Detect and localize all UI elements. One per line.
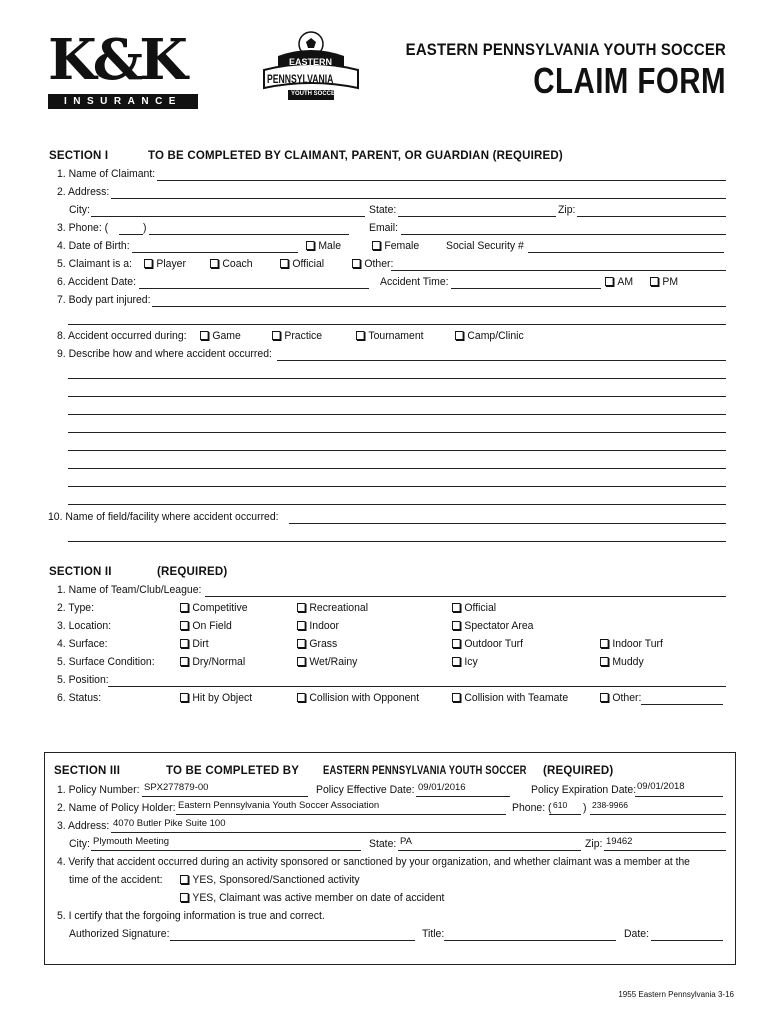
checkbox-icon — [180, 693, 189, 702]
location-option-field[interactable]: On Field — [180, 620, 232, 632]
other-option[interactable]: Other: — [352, 258, 393, 270]
checkbox-icon — [297, 693, 306, 702]
player-option[interactable]: Player — [144, 258, 186, 270]
s3-date-field[interactable] — [651, 940, 723, 941]
checkbox-icon — [605, 277, 614, 286]
zip-label: Zip: — [558, 204, 576, 216]
checkbox-icon — [210, 259, 219, 268]
surface-label: 4. Surface: — [57, 638, 108, 650]
checkbox-icon — [452, 657, 461, 666]
checkbox-icon — [452, 621, 461, 630]
section2-label: SECTION II — [49, 566, 112, 578]
section1-heading: TO BE COMPLETED BY CLAIMANT, PARENT, OR GUARDIAN (REQUIRED) — [148, 150, 563, 162]
checkbox-icon — [297, 621, 306, 630]
checkbox-icon — [352, 259, 361, 268]
describe-field-1[interactable] — [277, 360, 726, 361]
expiration-label: Policy Expiration Date: — [531, 784, 637, 796]
status-option-other[interactable]: Other: — [600, 692, 641, 704]
effective-field[interactable] — [416, 796, 510, 797]
claimant-name-field[interactable] — [157, 180, 726, 181]
holder-label: 2. Name of Policy Holder: — [57, 802, 176, 814]
policy-number-label: 1. Policy Number: — [57, 784, 140, 796]
describe-field-7[interactable] — [68, 468, 726, 469]
practice-option[interactable]: Practice — [272, 330, 322, 342]
kk-logo-subtext: INSURANCE — [48, 94, 198, 109]
surface-option-indoor-turf[interactable]: Indoor Turf — [600, 638, 663, 650]
describe-field-4[interactable] — [68, 414, 726, 415]
status-option-teammate[interactable]: Collision with Teamate — [452, 692, 568, 704]
condition-option-icy[interactable]: Icy — [452, 656, 478, 668]
checkbox-icon — [297, 603, 306, 612]
type-label: 2. Type: — [57, 602, 94, 614]
official-option[interactable]: Official — [280, 258, 324, 270]
checkbox-icon — [200, 331, 209, 340]
status-label: 6. Status: — [57, 692, 102, 704]
body-part-field[interactable] — [152, 306, 726, 307]
effective-label: Policy Effective Date: — [316, 784, 415, 796]
surface-option-outdoor-turf[interactable]: Outdoor Turf — [452, 638, 523, 650]
body-part-label: 7. Body part injured: — [57, 294, 151, 306]
camp-option[interactable]: Camp/Clinic — [455, 330, 524, 342]
address-label: 2. Address: — [57, 186, 110, 198]
certify-text: 5. I certify that the forgoing information is true and correct. — [57, 910, 325, 922]
checkbox-icon — [650, 277, 659, 286]
checkbox-icon — [297, 639, 306, 648]
game-option[interactable]: Game — [200, 330, 241, 342]
policy-number-value: SPX277879-00 — [144, 782, 209, 793]
checkbox-icon — [600, 657, 609, 666]
s3-phone-field[interactable] — [590, 814, 726, 815]
location-option-spectator[interactable]: Spectator Area — [452, 620, 533, 632]
yes-member-option[interactable]: YES, Claimant was active member on date of accident — [180, 892, 444, 904]
checkbox-icon — [452, 639, 461, 648]
s3-title-label: Title: — [422, 928, 445, 940]
body-part-field-2[interactable] — [68, 324, 726, 325]
occurred-label: 8. Accident occurred during: — [57, 330, 187, 342]
section3-heading-b: EASTERN PENNSYLVANIA YOUTH SOCCER — [323, 765, 527, 777]
checkbox-icon — [600, 639, 609, 648]
field-field-2[interactable] — [68, 541, 726, 542]
email-label: Email: — [369, 222, 399, 234]
coach-option[interactable]: Coach — [210, 258, 253, 270]
type-option-official[interactable]: Official — [452, 602, 496, 614]
accident-time-field[interactable] — [451, 288, 601, 289]
describe-label: 9. Describe how and where accident occurred: — [57, 348, 272, 360]
s3-state-value: PA — [400, 836, 412, 847]
epys-logo-line2: PENNSYLVANIA — [267, 72, 334, 86]
condition-label: 5. Surface Condition: — [57, 656, 155, 668]
checkbox-icon — [452, 693, 461, 702]
s3-address-value: 4070 Butler Pike Suite 100 — [113, 818, 226, 829]
s3-area-value: 610 — [553, 800, 568, 810]
status-option-hit[interactable]: Hit by Object — [180, 692, 252, 704]
condition-option-wet[interactable]: Wet/Rainy — [297, 656, 357, 668]
epys-logo-line1: EASTERN — [289, 57, 333, 67]
checkbox-icon — [455, 331, 464, 340]
checkbox-icon — [180, 603, 189, 612]
s3-date-label: Date: — [624, 928, 649, 940]
address-field[interactable] — [111, 198, 726, 199]
female-option[interactable]: Female — [372, 240, 419, 252]
status-option-opponent[interactable]: Collision with Opponent — [297, 692, 419, 704]
s3-zip-field[interactable] — [604, 850, 726, 851]
time-label: time of the accident: — [69, 874, 163, 886]
team-label: 1. Name of Team/Club/League: — [57, 584, 202, 596]
policy-number-field[interactable] — [142, 796, 308, 797]
checkbox-icon — [180, 621, 189, 630]
epys-logo — [258, 30, 364, 108]
s3-city-value: Plymouth Meeting — [93, 836, 170, 847]
checkbox-icon — [180, 639, 189, 648]
dob-label: 4. Date of Birth: — [57, 240, 130, 252]
claimant-name-label: 1. Name of Claimant: — [57, 168, 156, 180]
s3-phone-value: 238-9966 — [592, 800, 628, 810]
checkbox-icon — [452, 603, 461, 612]
describe-field-5[interactable] — [68, 432, 726, 433]
team-field[interactable] — [205, 596, 726, 597]
location-label: 3. Location: — [57, 620, 112, 632]
phone-field[interactable] — [149, 234, 349, 235]
footer-code: 1955 Eastern Pennsylvania 3-16 — [618, 990, 734, 999]
ssn-label: Social Security # — [446, 240, 524, 252]
section1-label: SECTION I — [49, 150, 109, 162]
phone-area-field[interactable] — [119, 234, 143, 235]
section3-heading-a: TO BE COMPLETED BY — [166, 765, 300, 777]
accident-time-label: Accident Time: — [380, 276, 449, 288]
male-option[interactable]: Male — [306, 240, 341, 252]
type-option-recreational[interactable]: Recreational — [297, 602, 368, 614]
condition-option-muddy[interactable]: Muddy — [600, 656, 644, 668]
epys-logo-line3: YOUTH SOCCER — [291, 91, 340, 97]
dob-field[interactable] — [132, 252, 298, 253]
s3-city-field[interactable] — [91, 850, 361, 851]
checkbox-icon — [180, 893, 189, 902]
accident-date-field[interactable] — [139, 288, 369, 289]
s3-title-field[interactable] — [444, 940, 616, 941]
page-title: CLAIM FORM — [533, 60, 726, 101]
phone-close: ) — [143, 222, 147, 234]
describe-field-8[interactable] — [68, 486, 726, 487]
checkbox-icon — [297, 657, 306, 666]
field-label: 10. Name of field/facility where accident occurred: — [48, 511, 279, 523]
s3-zip-value: 19462 — [606, 836, 633, 847]
kk-insurance-logo — [48, 27, 198, 108]
describe-field-9[interactable] — [68, 504, 726, 505]
position-label: 5. Position: — [57, 674, 109, 686]
verify-text: 4. Verify that accident occurred during an activity sponsored or sanctioned by your organization, and whether claimant was a member at the — [57, 856, 690, 868]
section3-label: SECTION III — [54, 765, 121, 777]
s3-zip-label: Zip: — [585, 838, 603, 850]
expiration-value: 09/01/2018 — [637, 781, 685, 792]
checkbox-icon — [180, 657, 189, 666]
describe-field-3[interactable] — [68, 396, 726, 397]
signature-label: Authorized Signature: — [69, 928, 170, 940]
s3-phone-label: Phone: ( — [512, 802, 552, 814]
section3-heading-c: (REQUIRED) — [543, 765, 614, 777]
s3-address-field[interactable] — [111, 832, 726, 833]
position-field[interactable] — [108, 686, 726, 687]
checkbox-icon — [356, 331, 365, 340]
checkbox-icon — [180, 875, 189, 884]
tournament-option[interactable]: Tournament — [356, 330, 424, 342]
kk-logo-text: K&K — [48, 27, 184, 93]
s3-area-field[interactable] — [549, 814, 581, 815]
yes-sponsored-option[interactable]: YES, Sponsored/Sanctioned activity — [180, 874, 360, 886]
describe-field-6[interactable] — [68, 450, 726, 451]
holder-value: Eastern Pennsylvania Youth Soccer Association — [178, 800, 380, 811]
s3-state-field[interactable] — [398, 850, 581, 851]
phone-label: 3. Phone: ( — [57, 222, 109, 234]
checkbox-icon — [372, 241, 381, 250]
field-field[interactable] — [289, 523, 726, 524]
checkbox-icon — [272, 331, 281, 340]
am-option[interactable]: AM — [605, 276, 633, 288]
pm-option[interactable]: PM — [650, 276, 678, 288]
s3-address-label: 3. Address: — [57, 820, 110, 832]
surface-option-dirt[interactable]: Dirt — [180, 638, 209, 650]
state-label: State: — [369, 204, 397, 216]
holder-field[interactable] — [176, 814, 506, 815]
section2-heading: (REQUIRED) — [157, 566, 228, 578]
location-option-indoor[interactable]: Indoor — [297, 620, 339, 632]
s3-state-label: State: — [369, 838, 397, 850]
s3-phone-close: ) — [583, 802, 587, 814]
city-field[interactable] — [91, 216, 365, 217]
city-label: City: — [69, 204, 90, 216]
s3-city-label: City: — [69, 838, 90, 850]
checkbox-icon — [280, 259, 289, 268]
claimant-type-label: 5. Claimant is a: — [57, 258, 132, 270]
ssn-field[interactable] — [528, 252, 724, 253]
checkbox-icon — [144, 259, 153, 268]
status-other-field[interactable] — [641, 704, 723, 705]
zip-field[interactable] — [577, 216, 726, 217]
accident-date-label: 6. Accident Date: — [57, 276, 137, 288]
email-field[interactable] — [401, 234, 726, 235]
expiration-field[interactable] — [635, 796, 723, 797]
signature-field[interactable] — [170, 940, 415, 941]
other-field[interactable] — [391, 270, 726, 271]
checkbox-icon — [306, 241, 315, 250]
type-option-competitive[interactable]: Competitive — [180, 602, 248, 614]
describe-field-2[interactable] — [68, 378, 726, 379]
checkbox-icon — [600, 693, 609, 702]
state-field[interactable] — [398, 216, 556, 217]
effective-value: 09/01/2016 — [418, 782, 466, 793]
header-org: EASTERN PENNSYLVANIA YOUTH SOCCER — [405, 40, 726, 59]
surface-option-grass[interactable]: Grass — [297, 638, 337, 650]
condition-option-dry[interactable]: Dry/Normal — [180, 656, 245, 668]
